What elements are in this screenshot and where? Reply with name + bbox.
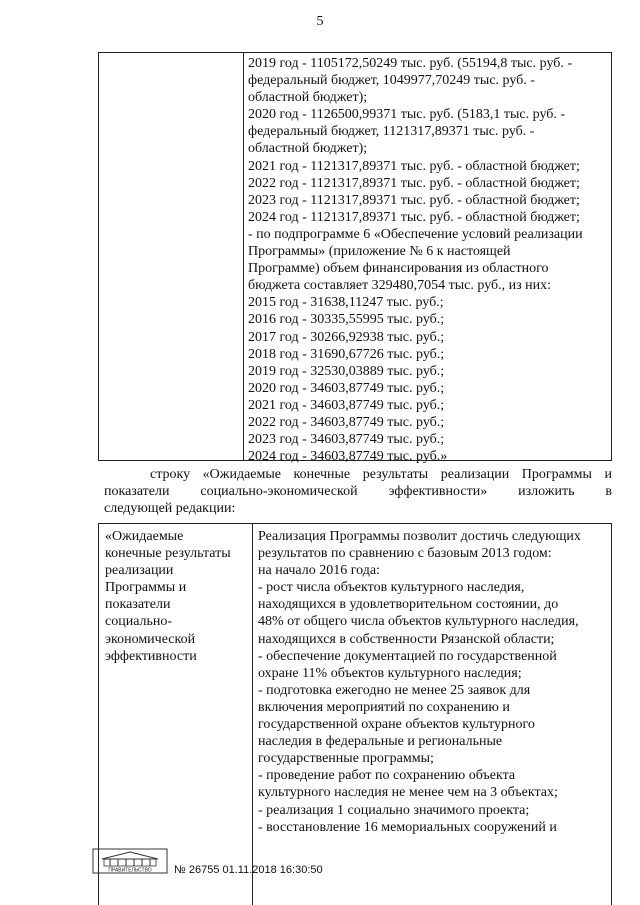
funding-line: 2018 год - 31690,67726 тыс. руб.; [248, 346, 445, 362]
paragraph-line: показатели социально-экономической эффективности» изложить в [104, 484, 612, 499]
results-content-line: включения мероприятий по сохранению и [258, 699, 510, 715]
funding-line: федеральный бюджет, 1121317,89371 тыс. руб. - [248, 124, 535, 140]
results-content-line: государственные программы; [258, 751, 434, 767]
results-content-line: государственной охране объектов культурного [258, 717, 535, 733]
funding-line: областной бюджет); [248, 90, 368, 106]
results-label-line: показатели [105, 597, 171, 613]
paragraph-line: строку «Ожидаемые конечные результаты реализации Программы и [150, 467, 612, 482]
results-content-line: охране 11% объектов культурного наследия; [258, 665, 522, 681]
funding-line: 2022 год - 34603,87749 тыс. руб.; [248, 414, 445, 430]
funding-line: 2020 год - 34603,87749 тыс. руб.; [248, 380, 445, 396]
funding-line: 2023 год - 1121317,89371 тыс. руб. - областной бюджет; [248, 192, 580, 208]
results-label-line: реализации [105, 563, 174, 579]
funding-line: 2017 год - 30266,92938 тыс. руб.; [248, 329, 445, 345]
stamp-label: ПРАВИТЕЛЬСТВО [108, 867, 152, 874]
paragraph-line: следующей редакции: [104, 501, 236, 516]
results-content-line: - реализация 1 социально значимого проекта; [258, 802, 530, 818]
results-content-line: - подготовка ежегодно не менее 25 заявок для [258, 682, 531, 698]
funding-line: федеральный бюджет, 1049977,70249 тыс. руб. - [248, 73, 535, 89]
funding-line: 2020 год - 1126500,99371 тыс. руб. (5183,1 тыс. руб. - [248, 107, 566, 123]
funding-line: 2019 год - 1105172,50249 тыс. руб. (55194,8 тыс. руб. - [248, 56, 573, 71]
funding-line: 2015 год - 31638,11247 тыс. руб.; [248, 295, 444, 311]
results-label-line: «Ожидаемые [105, 529, 184, 544]
funding-line: 2023 год - 34603,87749 тыс. руб.; [248, 432, 445, 448]
funding-line: Программы» (приложение № 6 к настоящей [248, 244, 511, 260]
funding-line: - по подпрограмме 6 «Обеспечение условий реализации [248, 226, 583, 242]
results-label-line: экономической [105, 631, 196, 647]
government-building-stamp [92, 848, 168, 874]
results-label-cell [105, 528, 250, 665]
results-label-line: Программы и [105, 580, 187, 596]
funding-line: 2019 год - 32530,03889 тыс. руб.; [248, 363, 445, 379]
results-content-line: 48% от общего числа объектов культурного наследия, [258, 614, 579, 630]
results-content-line: - проведение работ по сохранению объекта [258, 768, 516, 784]
results-content-cell [258, 528, 612, 836]
funding-line: Программе) объем финансирования из областного [248, 261, 549, 277]
amendment-paragraph [104, 466, 612, 517]
results-content-line: находящихся в собственности Рязанской области; [258, 631, 555, 647]
results-content-line: результатов по сравнению с базовым 2013 годом: [258, 546, 552, 562]
table-column-divider [243, 53, 244, 460]
funding-line: 2021 год - 1121317,89371 тыс. руб. - областной бюджет; [248, 158, 580, 174]
registration-code: № 26755 01.11.2018 16:30:50 [174, 864, 323, 876]
results-content-line: - обеспечение документацией по государственной [258, 648, 557, 664]
funding-line: 2021 год - 34603,87749 тыс. руб.; [248, 397, 445, 413]
results-content-line: на начало 2016 года: [258, 563, 380, 579]
page-number: 5 [316, 14, 324, 29]
funding-line: 2022 год - 1121317,89371 тыс. руб. - областной бюджет; [248, 175, 580, 191]
results-content-line: находящихся в удовлетворительном состоянии, до [258, 597, 559, 613]
results-label-line: эффективности [105, 648, 197, 664]
funding-line: 2016 год - 30335,55995 тыс. руб.; [248, 312, 445, 328]
results-content-line: культурного наследия не менее чем на 3 объектах; [258, 785, 558, 801]
document-footer [92, 848, 332, 888]
funding-line: 2024 год - 1121317,89371 тыс. руб. - областной бюджет; [248, 209, 580, 225]
funding-cell [248, 55, 612, 465]
funding-line: областной бюджет); [248, 141, 368, 157]
results-content-line: Реализация Программы позволит достичь следующих [258, 529, 581, 544]
results-content-line: - рост числа объектов культурного наследия, [258, 580, 525, 596]
results-label-line: социально- [105, 614, 173, 630]
funding-line: бюджета составляет 329480,7054 тыс. руб., из них: [248, 278, 552, 294]
results-content-line: наследия в федеральные и региональные [258, 734, 503, 750]
results-content-line: - восстановление 16 мемориальных сооружений и [258, 819, 557, 835]
funding-line: 2024 год - 34603,87749 тыс. руб.» [248, 449, 448, 465]
funding-table-continuation [98, 52, 612, 465]
results-label-line: конечные результаты [105, 546, 231, 562]
